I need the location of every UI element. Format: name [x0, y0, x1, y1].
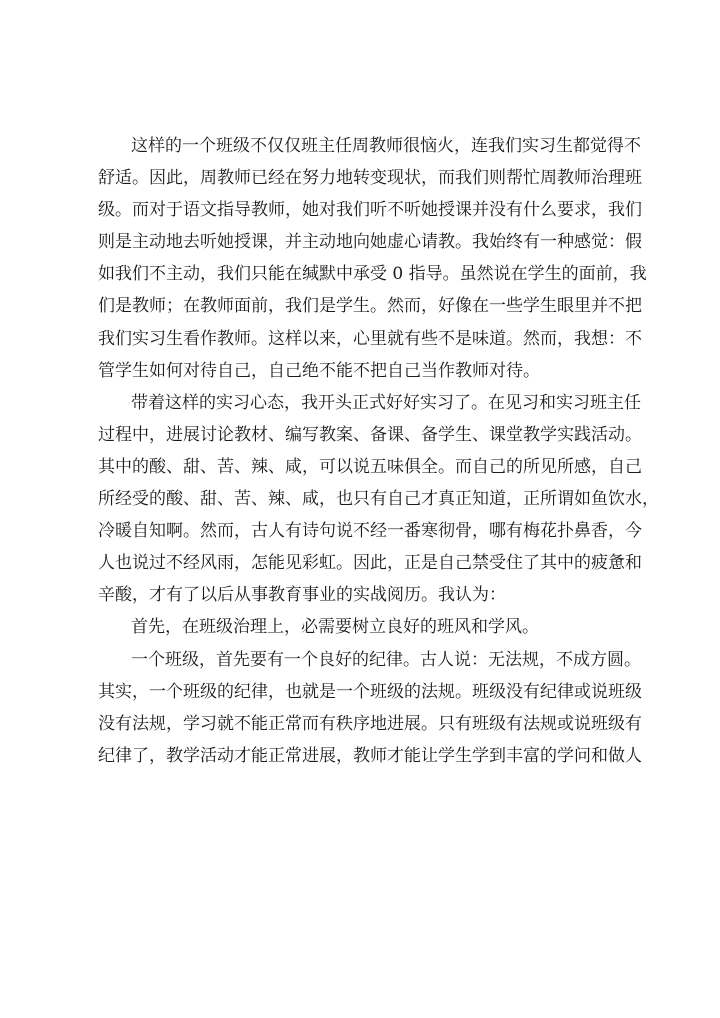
- text-line: 辛酸，才有了以后从事教育事业的实战阅历。我认为：: [98, 585, 506, 606]
- text-line: 如我们不主动，我们只能在缄默中承受 0 指导。虽然说在学生的面前，我: [98, 264, 647, 285]
- text-line: 一个班级，首先要有一个良好的纪律。古人说：无法规，不成方圆。: [131, 649, 641, 670]
- text-line: 们是教师；在教师面前，我们是学生。然而，好像在一些学生眼里并不把: [98, 296, 642, 317]
- text-line: 级。而对于语文指导教师，她对我们听不听她授课并没有什么要求，我们: [98, 200, 642, 221]
- text-line: 纪律了，教学活动才能正常进展，教师才能让学生学到丰富的学问和做人: [98, 745, 642, 766]
- document-body: [98, 130, 659, 772]
- text-line: 舒适。因此，周教师已经在努力地转变现状，而我们则帮忙周教师治理班: [98, 168, 642, 189]
- text-line: 人也说过不经风雨，怎能见彩虹。因此，正是自己禁受住了其中的疲惫和: [98, 553, 642, 574]
- text-line: 管学生如何对待自己，自己绝不能不把自己当作教师对待。: [98, 360, 540, 381]
- text-line: 冷暖自知啊。然而，古人有诗句说不经一番寒彻骨，哪有梅花扑鼻香，今: [98, 521, 642, 542]
- text-line: 首先，在班级治理上，必需要树立良好的班风和学风。: [131, 617, 539, 638]
- text-line: 其实，一个班级的纪律，也就是一个班级的法规。班级没有纪律或说班级: [98, 681, 642, 702]
- text-line: 所经受的酸、甜、苦、辣、咸，也只有自己才真正知道，正所谓如鱼饮水，: [98, 489, 659, 510]
- text-line: 没有法规，学习就不能正常而有秩序地进展。只有班级有法规或说班级有: [98, 713, 642, 734]
- text-line: 这样的一个班级不仅仅班主任周教师很恼火，连我们实习生都觉得不: [131, 136, 641, 156]
- text-line: 过程中，进展讨论教材、编写教案、备课、备学生、课堂教学实践活动。: [98, 424, 642, 445]
- text-line: 则是主动地去听她授课，并主动地向她虚心请教。我始终有一种感觉：假: [98, 232, 642, 253]
- text-line: 带着这样的实习心态，我开头正式好好实习了。在见习和实习班主任: [131, 392, 641, 413]
- text-line: 我们实习生看作教师。这样以来，心里就有些不是味道。然而，我想：不: [98, 328, 642, 349]
- text-line: 其中的酸、甜、苦、辣、咸，可以说五味俱全。而自己的所见所感，自己: [98, 456, 642, 477]
